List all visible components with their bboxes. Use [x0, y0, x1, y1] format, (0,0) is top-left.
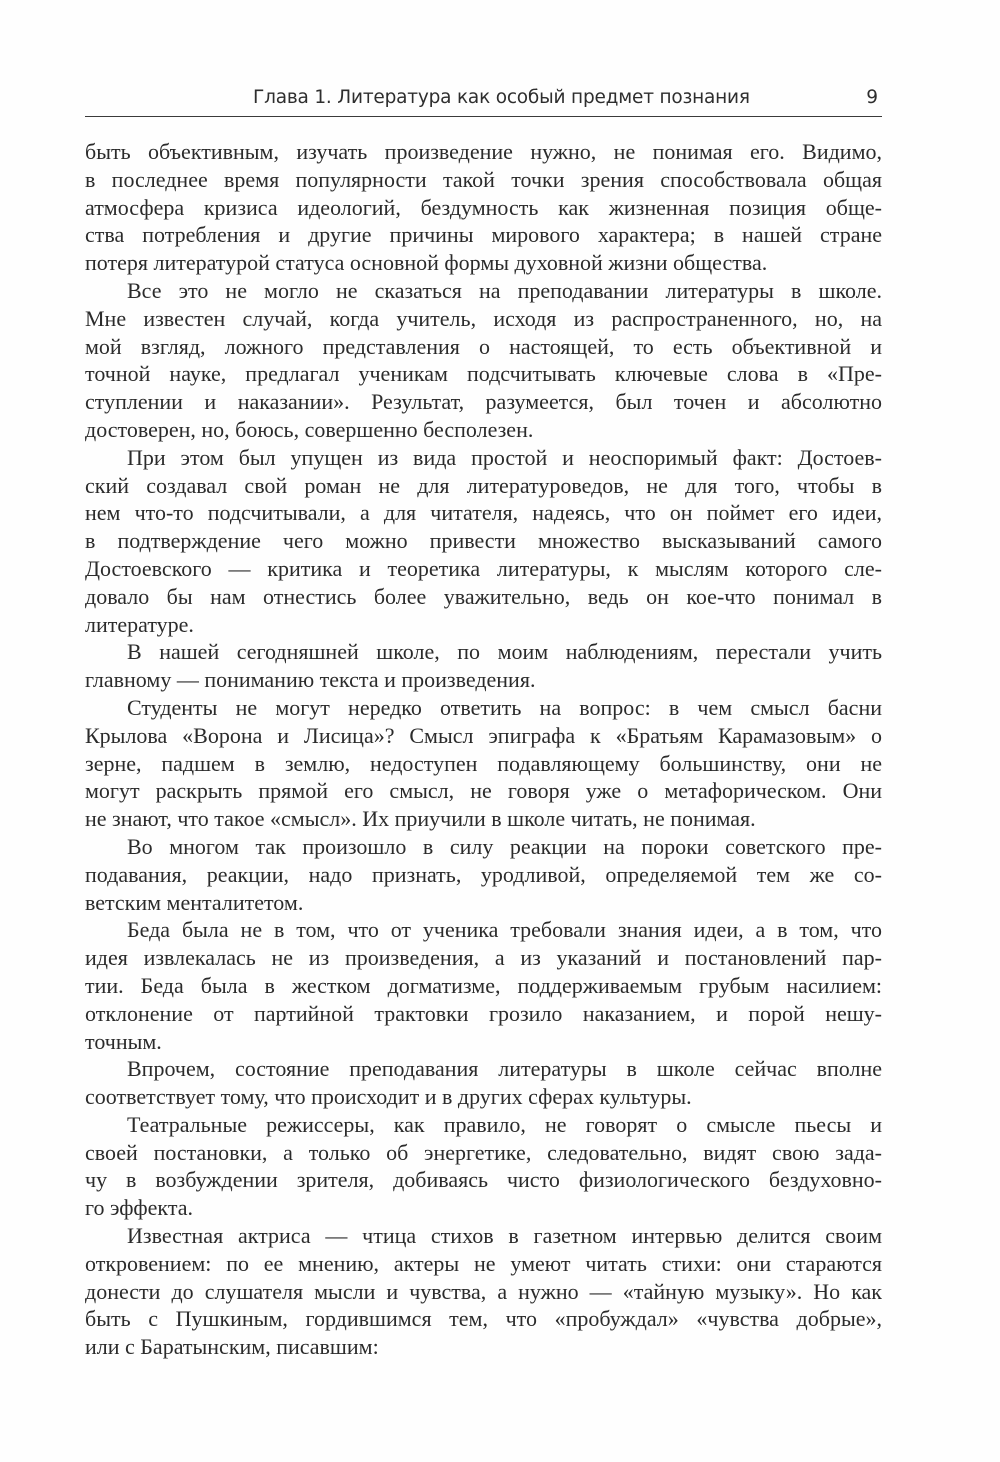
body-text	[85, 138, 882, 1361]
text-line: своей постановки, а только об энергетике, следовательно, видят свою зада-	[85, 1139, 882, 1165]
text-line: Во многом так произошло в силу реакции на пороки советского пре-	[127, 833, 882, 859]
paragraph	[85, 1111, 882, 1222]
text-line: Впрочем, состояние преподавания литературы в школе сейчас вполне	[127, 1056, 882, 1082]
paragraph	[85, 833, 882, 916]
text-line: точной науке, предлагал ученикам подсчитывать ключевые слова в «Пре-	[85, 361, 882, 387]
text-line: Беда была не в том, что от ученика требовали знания идеи, а в том, что	[127, 917, 882, 943]
text-line: потеря литературой статуса основной формы духовной жизни общества.	[85, 250, 768, 276]
text-line: В нашей сегодняшней школе, по моим наблюдениям, перестали учить	[127, 639, 882, 665]
text-line: не знают, что такое «смысл». Их приучили в школе читать, не понимая.	[85, 806, 756, 832]
chapter-title: Глава 1. Литература как особый предмет познания	[253, 87, 750, 108]
text-line: соответствует тому, что происходит и в других сферах культуры.	[85, 1084, 692, 1110]
paragraph	[85, 444, 882, 639]
text-line: ства потребления и другие причины мирового характера; в нашей стране	[85, 222, 882, 248]
text-line: Крылова «Ворона и Лисица»? Смысл эпиграфа к «Братьям Карамазовым» о	[85, 722, 882, 748]
text-line: или с Баратынским, писавшим:	[85, 1334, 379, 1360]
text-line: идея извлекалась не из произведения, а из указаний и постановлений пар-	[85, 945, 882, 971]
text-line: Все это не могло не сказаться на преподавании литературы в школе.	[127, 277, 882, 303]
paragraph	[85, 638, 882, 694]
text-line: ский создавал свой роман не для литературоведов, не для того, чтобы в	[85, 472, 882, 498]
page-number: 9	[866, 87, 878, 108]
text-line: зерне, падшем в землю, недоступен подавляющему большинству, они не	[85, 750, 882, 776]
paragraph	[85, 916, 882, 1055]
running-header	[85, 84, 882, 117]
text-line: литературе.	[85, 611, 194, 637]
text-line: атмосфера кризиса идеологий, бездумность как жизненная позиция обще-	[85, 194, 882, 220]
text-line: точным.	[85, 1028, 162, 1054]
text-line: Мне известен случай, когда учитель, исходя из распространенного, но, на	[85, 305, 882, 331]
text-line: быть объективным, изучать произведение нужно, не понимая его. Видимо,	[85, 139, 882, 164]
text-line: донести до слушателя мысли и чувства, а нужно — «тайную музыку». Но как	[85, 1278, 882, 1304]
text-line: Театральные режиссеры, как правило, не говорят о смысле пьесы и	[127, 1111, 882, 1137]
text-line: главному — пониманию текста и произведения.	[85, 667, 536, 693]
text-line: довало бы нам отнестись более уважительно, ведь он кое-что понимал в	[85, 583, 882, 609]
paragraph	[85, 1222, 882, 1361]
text-line: нем что-то подсчитывали, а для читателя, надеясь, что он поймет его идеи,	[85, 500, 882, 526]
text-line: Студенты не могут нередко ответить на вопрос: в чем смысл басни	[127, 694, 882, 720]
text-line: ступлении и наказании». Результат, разумеется, был точен и абсолютно	[85, 389, 882, 415]
text-line: отклонение от партийной трактовки грозило наказанием, и порой нешу-	[85, 1000, 882, 1026]
paragraph	[85, 138, 882, 277]
text-line: мой взгляд, ложного представления о настоящей, то есть объективной и	[85, 333, 882, 359]
text-line: могут раскрыть прямой его смысл, не говоря уже о метафорическом. Они	[85, 778, 882, 804]
text-line: При этом был упущен из вида простой и неоспоримый факт: Достоев-	[127, 444, 882, 470]
text-line: подавания, реакции, надо признать, уродливой, определяемой тем же со-	[85, 861, 882, 887]
paragraph	[85, 1055, 882, 1111]
text-line: быть с Пушкиным, гордившимся тем, что «пробуждал» «чувства добрые»,	[85, 1306, 882, 1332]
text-line: Достоевского — критика и теоретика литературы, к мыслям которого сле-	[85, 555, 882, 581]
paragraph	[85, 694, 882, 833]
text-line: го эффекта.	[85, 1195, 193, 1221]
text-line: откровением: по ее мнению, актеры не умеют читать стихи: они стараются	[85, 1250, 882, 1276]
text-line: в последнее время популярности такой точки зрения способствовала общая	[85, 166, 882, 192]
paragraph	[85, 277, 882, 444]
text-line: тии. Беда была в жестком догматизме, поддерживаемым грубым насилием:	[85, 972, 882, 998]
text-line: достоверен, но, боюсь, совершенно бесполезен.	[85, 416, 534, 442]
text-line: ветским менталитетом.	[85, 889, 304, 915]
text-line: в подтверждение чего можно привести множество высказываний самого	[85, 528, 882, 554]
text-line: чу в возбуждении зрителя, добиваясь чисто физиологического бездуховно-	[85, 1167, 882, 1193]
text-line: Известная актриса — чтица стихов в газетном интервью делится своим	[127, 1223, 882, 1249]
